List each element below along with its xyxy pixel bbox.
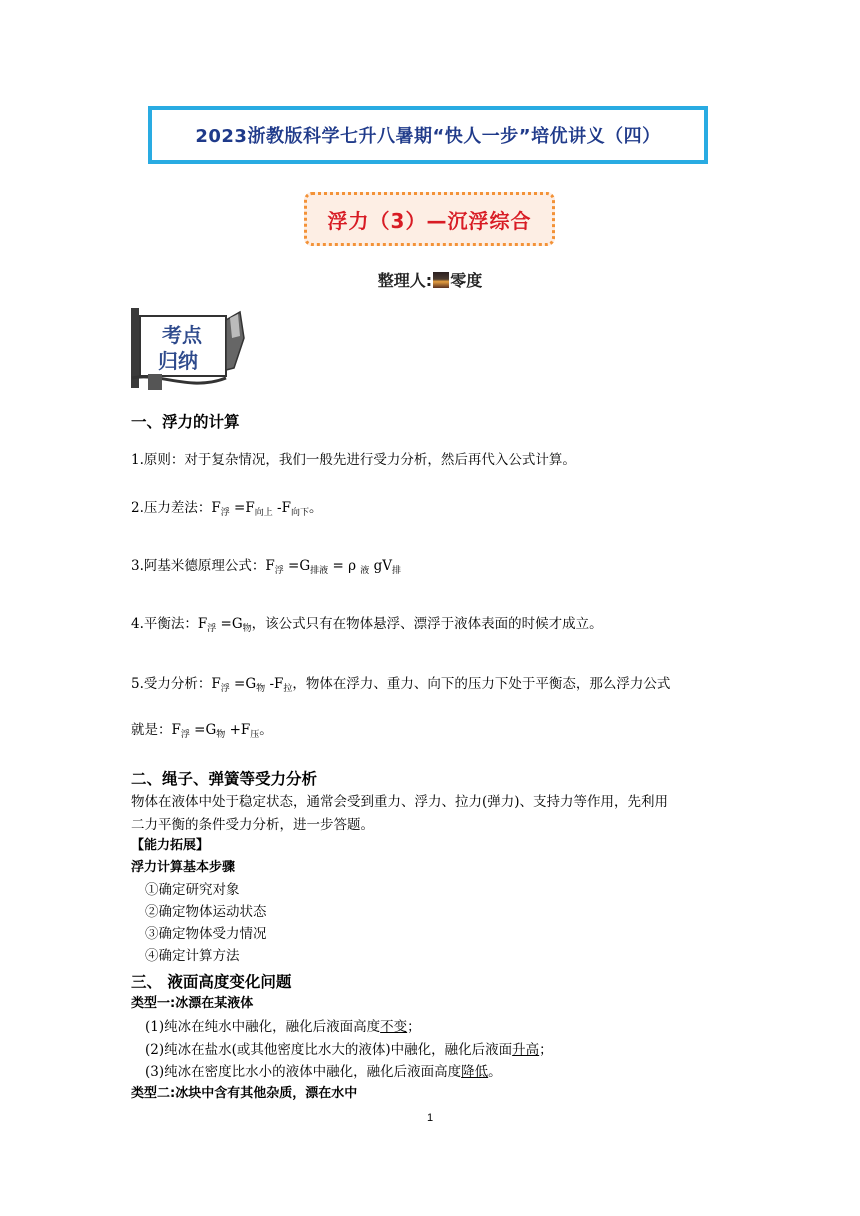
page-number: 1 — [426, 1112, 434, 1124]
author-label: 整理人: — [377, 271, 433, 290]
steps-heading: 浮力计算基本步骤 — [131, 860, 236, 875]
section2-para-line1: 物体在液体中处于稳定状态，通常会受到重力、浮力、拉力(弹力)、支持力等作用，先利用 — [131, 794, 669, 810]
document-title: 2023浙教版科学七升八暑期“快人一步”培优讲义（四） — [195, 126, 661, 147]
author-line — [0, 268, 860, 291]
step-item-4: ④确定计算方法 — [145, 948, 240, 964]
case-1: (1)纯冰在纯水中融化，融化后液面高度不变； — [145, 1019, 421, 1035]
ability-extension-heading: 【能力拓展】 — [131, 838, 210, 853]
topic-box — [304, 192, 555, 246]
type1-heading: 类型一:冰漂在某液体 — [131, 996, 254, 1011]
step-item-3: ③确定物体受力情况 — [145, 926, 267, 942]
section3-heading: 三、 液面高度变化问题 — [131, 973, 292, 991]
topic-title: 浮力（3）—沉浮综合 — [327, 208, 532, 233]
document-header-box — [148, 106, 708, 164]
author-avatar-icon — [433, 272, 449, 288]
section1-item4: 4.平衡法：$F_浮 =G_物$，该公式只有在物体悬浮、漂浮于液体表面的时候才成立。 — [131, 616, 603, 634]
section1-item1: 1.原则：对于复杂情况，我们一般先进行受力分析，然后再代入公式计算。 — [131, 452, 576, 468]
author-name: 零度 — [450, 271, 483, 290]
section1-heading: 一、浮力的计算 — [131, 413, 240, 431]
section1-item2: 2.压力差法：$F_浮 =F_{向上}$ $-F_{向下}$。 — [131, 500, 323, 518]
step-item-2: ②确定物体运动状态 — [145, 904, 267, 920]
type2-heading: 类型二:冰块中含有其他杂质，漂在水中 — [131, 1086, 358, 1101]
section2-para-line2: 二力平衡的条件受力分析，进一步答题。 — [131, 817, 374, 833]
badge-line2: 归纳 — [158, 349, 198, 373]
case-3: (3)纯冰在密度比水小的液体中融化，融化后液面高度降低。 — [145, 1064, 502, 1080]
section1-item5: 5.受力分析：$F_浮 =G_物$ $-F_拉$，物体在浮力、重力、向下的压力下处于平衡态，那么浮力公式 — [131, 676, 671, 694]
case-2: (2)纯冰在盐水(或其他密度比水大的液体)中融化，融化后液面升高； — [145, 1042, 553, 1058]
step-item-1: ①确定研究对象 — [145, 882, 240, 898]
badge-line1: 考点 — [162, 323, 202, 347]
section2-heading: 二、绳子、弹簧等受力分析 — [131, 770, 318, 788]
key-points-badge — [130, 308, 248, 392]
section1-item5-cont: 就是：$F_浮 =G_物 +F_压$。 — [131, 722, 273, 740]
section1-item3: 3.阿基米德原理公式：$F_浮 =G_{排液} = \rho$ $_液$ $gV_排$ — [131, 558, 402, 576]
